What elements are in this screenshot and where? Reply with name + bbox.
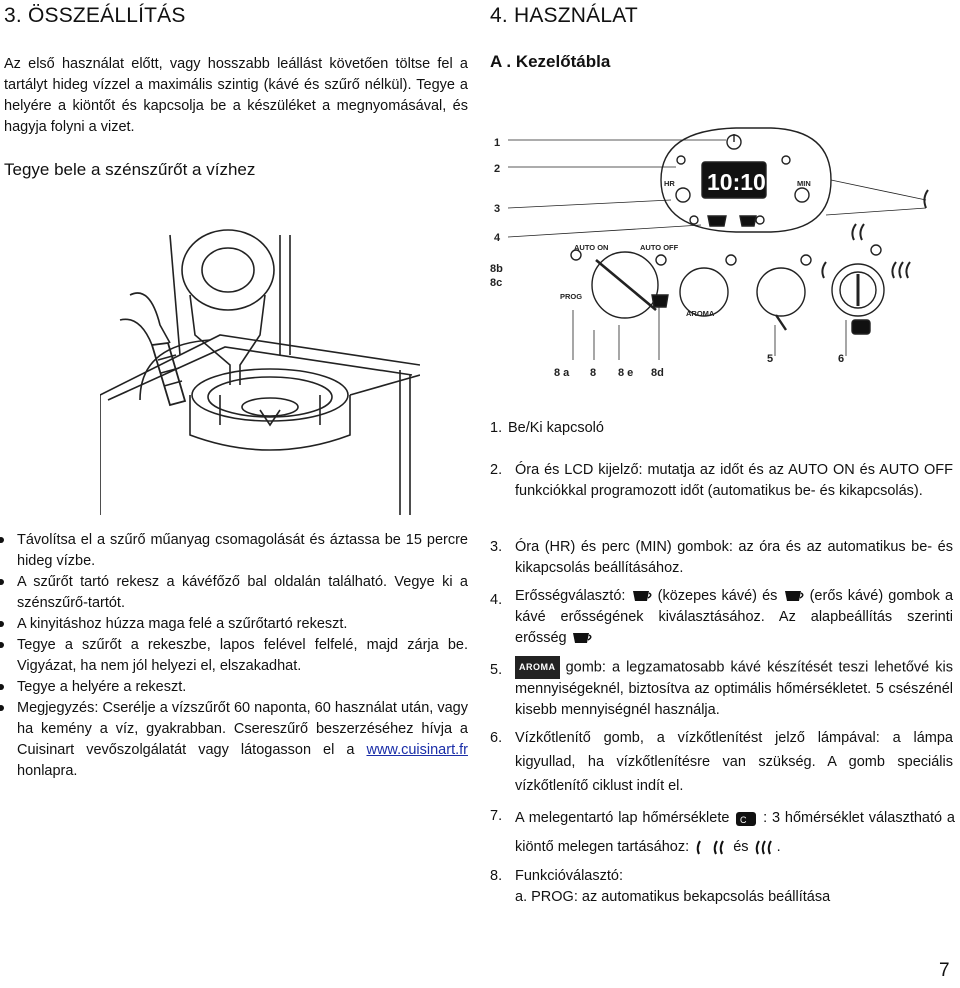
list-item bbox=[17, 635, 468, 677]
section-title-usage: 4. HASZNÁLAT bbox=[490, 4, 638, 27]
panel-label: 6 bbox=[838, 353, 845, 365]
page-number: 7 bbox=[939, 960, 950, 981]
panel-label: 8d bbox=[651, 367, 664, 379]
item-text: Óra (HR) és perc (MIN) gombok: az óra és az automatikus be- és kikapcsolás beállításához. bbox=[515, 539, 953, 576]
auto-off-label: AUTO OFF bbox=[640, 243, 679, 252]
item-number: 3. bbox=[490, 539, 503, 555]
lcd-time: 10:10 bbox=[707, 169, 766, 195]
panel-label: 8 bbox=[590, 367, 597, 379]
item-number: 1. bbox=[490, 420, 503, 436]
hr-label: HR bbox=[664, 179, 675, 188]
list-item bbox=[17, 677, 468, 698]
item-text: Vízkőtlenítő gomb, a vízkőtlenítést jelző lámpával: a lámpa kigyullad, ha vízkőtlenítésre van szükség. A gomb speciális vízkőtlenítő ciklust indít el. bbox=[515, 730, 953, 794]
cuisinart-link[interactable]: www.cuisinart.fr bbox=[366, 742, 468, 758]
bullet-text: honlapra. bbox=[17, 763, 78, 779]
list-item bbox=[17, 530, 468, 572]
item-text: Óra és LCD kijelző: mutatja az időt és az AUTO ON és AUTO OFF funkciókkal programozott időt (automatikus be- és kikapcsolás). bbox=[515, 462, 953, 499]
bullet-text: Tegye a szűrőt a rekeszbe, lapos felével felfelé, majd zárja be. Vigyázat, ha nem jól helyezi el, elszakadhat. bbox=[17, 637, 468, 674]
medium-cup-icon bbox=[631, 589, 653, 603]
item-text-part: Erősségválasztó: bbox=[515, 588, 626, 604]
panel-label: 1 bbox=[494, 137, 501, 149]
section-title-assembly: 3. ÖSSZEÁLLÍTÁS bbox=[4, 4, 186, 27]
list-item bbox=[17, 572, 468, 614]
svg-text:C: C bbox=[740, 815, 747, 826]
item-text-part: A melegentartó lap hőmérséklete bbox=[515, 810, 730, 826]
item-text-part: . bbox=[776, 839, 781, 855]
item-text-part: (közepes kávé) és bbox=[657, 588, 778, 604]
item-text bbox=[515, 586, 953, 649]
item-number: 6. bbox=[490, 730, 503, 746]
item-text-part: (erős kávé) gombok a kávé erősségének kiválasztásához. Az alapbeállítás szerinti erősség bbox=[515, 588, 954, 646]
item-number: 2. bbox=[490, 462, 503, 478]
strong-cup-icon bbox=[783, 589, 805, 603]
item-subtext: a. PROG: az automatikus bekapcsolás beállítása bbox=[515, 889, 831, 905]
filter-insertion-illustration bbox=[100, 225, 420, 515]
item-number: 5. bbox=[490, 662, 503, 678]
auto-on-label: AUTO ON bbox=[574, 243, 609, 252]
bullet-text: Távolítsa el a szűrő műanyag csomagolását és áztassa be 15 percre hideg vízbe. bbox=[17, 532, 468, 569]
item-text bbox=[515, 656, 953, 721]
bullet-text: Tegye a helyére a rekeszt. bbox=[17, 679, 187, 695]
heat-level-low-icon bbox=[693, 838, 707, 856]
intro-paragraph: Az első használat előtt, vagy hosszabb leállást követően töltse fel a tartályt hideg vízzel a maximális szintig (kávé és szűrő nélkül). Tegye a helyére a kiöntőt és kapcsolja be a készüléket a megnyomásával, és hagyja folyni a vizet. bbox=[4, 56, 468, 135]
filter-subtitle: Tegye bele a szénszűrőt a vízhez bbox=[4, 160, 256, 179]
heat-level-medium-icon bbox=[711, 838, 729, 856]
bullet-text: Megjegyzés: Cserélje a vízszűrőt 60 naponta, 60 használat után, vagy ha kemény a víz, gyakrabban. Csereszűrő beszerzéséhez hívja a Cuisinart vevőszolgálatát vagy látogasson el a bbox=[17, 700, 468, 758]
bullet-text: A szűrőt tartó rekesz a kávéfőző bal oldalán található. Vegye ki a szénszűrő-tartót. bbox=[17, 574, 468, 611]
item-number: 7. bbox=[490, 808, 503, 824]
panel-label: 2 bbox=[494, 163, 501, 175]
warming-plate-icon bbox=[734, 808, 758, 828]
control-panel-subtitle: A . Kezelőtábla bbox=[490, 52, 611, 71]
list-item bbox=[17, 698, 468, 782]
bullet-text: A kinyitáshoz húzza maga felé a szűrőtartó rekeszt. bbox=[17, 616, 348, 632]
aroma-label: AROMA bbox=[686, 309, 715, 318]
panel-label: 3 bbox=[494, 203, 501, 215]
item-text: Funkcióválasztó: bbox=[515, 868, 623, 884]
item-text-part: gomb: a legzamatosabb kávé készítését teszi lehetővé kis mennyiségeknél, biztosítva az optimális hőmérsékletet. 5 csészénél kisebb mennyiségnél használja. bbox=[515, 659, 954, 718]
item-text-part: és bbox=[733, 839, 749, 855]
panel-label: 8 a bbox=[554, 367, 570, 379]
heat-level-high-icon bbox=[753, 838, 777, 856]
aroma-badge: AROMA bbox=[515, 656, 560, 679]
item-text: Be/Ki kapcsoló bbox=[508, 420, 604, 436]
list-item bbox=[17, 614, 468, 635]
panel-label: 8c bbox=[490, 277, 503, 289]
item-number: 8. bbox=[490, 868, 503, 884]
item-number: 4. bbox=[490, 592, 503, 608]
instructions-list bbox=[14, 530, 468, 782]
panel-label: 8 e bbox=[618, 367, 634, 379]
control-panel-diagram bbox=[486, 120, 960, 385]
min-label: MIN bbox=[797, 179, 811, 188]
item-text bbox=[515, 804, 955, 862]
panel-label: 5 bbox=[767, 353, 774, 365]
default-cup-icon bbox=[571, 631, 593, 645]
panel-label: 8b bbox=[490, 263, 503, 275]
item-text-part: : 3 hőmérséklet választható a kiöntő melegen tartásához: bbox=[515, 810, 955, 855]
prog-label: PROG bbox=[560, 292, 583, 301]
panel-label: 4 bbox=[494, 232, 501, 244]
